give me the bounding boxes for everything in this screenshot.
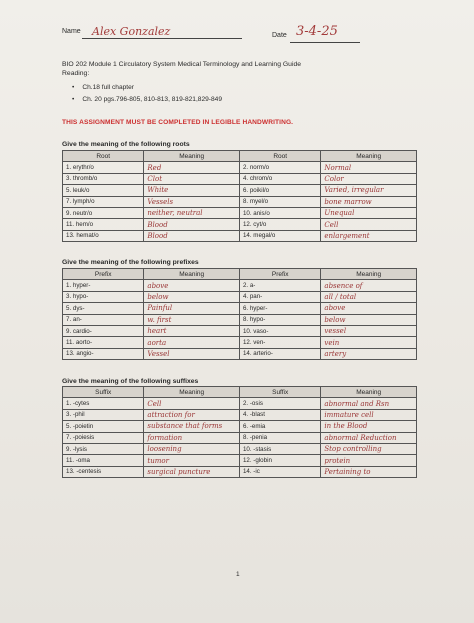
column-header: Root [63,151,144,162]
prefixes-table [62,268,417,360]
suffixes-title: Give the meaning of the following suffixes [62,378,199,385]
column-header: Meaning [144,269,240,280]
date-label: Date [272,32,287,39]
term-cell: 6. hyper- [239,303,320,314]
term-cell: 8. -penia [239,432,320,443]
table-row [63,421,417,432]
column-header: Root [239,151,320,162]
column-header: Meaning [144,151,240,162]
meaning-cell: all / total [321,291,417,302]
term-cell: 4. -blast [239,409,320,420]
term-cell: 3. thromb/o [63,173,144,184]
name-label: Name [62,28,81,35]
table-row [63,162,417,173]
table-row [63,219,417,230]
meaning-cell: surgical puncture [144,466,240,477]
meaning-cell: Color [321,173,417,184]
term-cell: 14. -ic [239,466,320,477]
table-row [63,280,417,291]
meaning-cell: artery [321,348,417,359]
name-line [82,38,242,39]
meaning-cell: Stop controlling [321,443,417,454]
roots-table [62,150,417,242]
meaning-cell: loosening [144,443,240,454]
meaning-cell: Cell [144,398,240,409]
table-row [63,196,417,207]
term-cell: 2. a- [239,280,320,291]
meaning-cell: Normal [321,162,417,173]
meaning-cell: Red [144,162,240,173]
term-cell: 1. erythr/o [63,162,144,173]
term-cell: 12. ven- [239,337,320,348]
term-cell: 5. leuk/o [63,185,144,196]
term-cell: 9. -lysis [63,443,144,454]
meaning-cell: aorta [144,337,240,348]
term-cell: 1. -cytes [63,398,144,409]
table-row [63,398,417,409]
term-cell: 7. -poiesis [63,432,144,443]
date-value: 3-4-25 [296,24,338,39]
reading-label: Reading: [62,70,90,77]
reading-item-1: • Ch.18 full chapter [72,84,134,91]
term-cell: 14. megal/o [239,230,320,241]
meaning-cell: Clot [144,173,240,184]
page-number: 1 [236,571,240,578]
column-header: Suffix [63,387,144,398]
term-cell: 6. poikil/o [239,185,320,196]
term-cell: 13. angio- [63,348,144,359]
term-cell: 9. cardio- [63,325,144,336]
meaning-cell: protein [321,455,417,466]
table-row [63,291,417,302]
meaning-cell: Cell [321,219,417,230]
term-cell: 5. dys- [63,303,144,314]
meaning-cell: w. first [144,314,240,325]
term-cell: 6. -emia [239,421,320,432]
table-header-row [63,269,417,280]
meaning-cell: White [144,185,240,196]
column-header: Meaning [321,387,417,398]
term-cell: 4. pan- [239,291,320,302]
course-header [62,60,301,78]
reading-item-2: • Ch. 20 pgs.796-805, 810-813, 819-821,829-849 [72,96,222,103]
meaning-cell: Vessel [144,348,240,359]
meaning-cell: Painful [144,303,240,314]
meaning-cell: below [144,291,240,302]
meaning-cell: enlargement [321,230,417,241]
course-title: BIO 202 Module 1 Circulatory System Medical Terminology and Learning Guide [62,61,302,68]
meaning-cell: Vessels [144,196,240,207]
table-row [63,314,417,325]
term-cell: 2. -osis [239,398,320,409]
meaning-cell: Blood [144,219,240,230]
meaning-cell: abnormal and Rsn [321,398,417,409]
term-cell: 7. an- [63,314,144,325]
meaning-cell: absence of [321,280,417,291]
term-cell: 14. arterio- [239,348,320,359]
meaning-cell: vein [321,337,417,348]
table-row [63,348,417,359]
table-row [63,185,417,196]
term-cell: 10. -stasis [239,443,320,454]
column-header: Meaning [144,387,240,398]
term-cell: 1. hyper- [63,280,144,291]
table-row [63,173,417,184]
meaning-cell: below [321,314,417,325]
meaning-cell: in the Blood [321,421,417,432]
column-header: Suffix [239,387,320,398]
prefixes-title: Give the meaning of the following prefixes [62,259,199,266]
term-cell: 11. -oma [63,455,144,466]
table-row [63,337,417,348]
meaning-cell: tumor [144,455,240,466]
student-name: Alex Gonzalez [92,25,171,38]
term-cell: 10. anis/o [239,207,320,218]
suffixes-table [62,386,417,478]
meaning-cell: neither, neutral [144,207,240,218]
term-cell: 3. hypo- [63,291,144,302]
term-cell: 11. aorto- [63,337,144,348]
table-header-row [63,151,417,162]
meaning-cell: Pertaining to [321,466,417,477]
term-cell: 8. hypo- [239,314,320,325]
meaning-cell: Blood [144,230,240,241]
meaning-cell: Unequal [321,207,417,218]
meaning-cell: vessel [321,325,417,336]
term-cell: 5. -poietin [63,421,144,432]
column-header: Meaning [321,269,417,280]
term-cell: 3. -phil [63,409,144,420]
term-cell: 10. vaso- [239,325,320,336]
table-row [63,409,417,420]
term-cell: 4. chrom/o [239,173,320,184]
term-cell: 12. -globin [239,455,320,466]
table-row [63,303,417,314]
handwriting-warning: THIS ASSIGNMENT MUST BE COMPLETED IN LEGIBLE HANDWRITING. [62,119,294,126]
table-row [63,466,417,477]
meaning-cell: above [321,303,417,314]
term-cell: 11. hem/o [63,219,144,230]
term-cell: 13. hemat/o [63,230,144,241]
meaning-cell: attraction for [144,409,240,420]
meaning-cell: substance that forms [144,421,240,432]
column-header: Meaning [321,151,417,162]
table-row [63,455,417,466]
column-header: Prefix [239,269,320,280]
table-row [63,325,417,336]
table-row [63,443,417,454]
term-cell: 9. neutr/o [63,207,144,218]
term-cell: 8. myel/o [239,196,320,207]
term-cell: 13. -centesis [63,466,144,477]
column-header: Prefix [63,269,144,280]
term-cell: 7. lymph/o [63,196,144,207]
table-header-row [63,387,417,398]
meaning-cell: above [144,280,240,291]
table-row [63,432,417,443]
term-cell: 2. norm/o [239,162,320,173]
table-row [63,207,417,218]
date-line [290,42,360,43]
meaning-cell: bone marrow [321,196,417,207]
meaning-cell: formation [144,432,240,443]
meaning-cell: abnormal Reduction [321,432,417,443]
roots-title: Give the meaning of the following roots [62,141,190,148]
meaning-cell: immature cell [321,409,417,420]
table-row [63,230,417,241]
meaning-cell: heart [144,325,240,336]
meaning-cell: Varied, irregular [321,185,417,196]
term-cell: 12. cyt/o [239,219,320,230]
